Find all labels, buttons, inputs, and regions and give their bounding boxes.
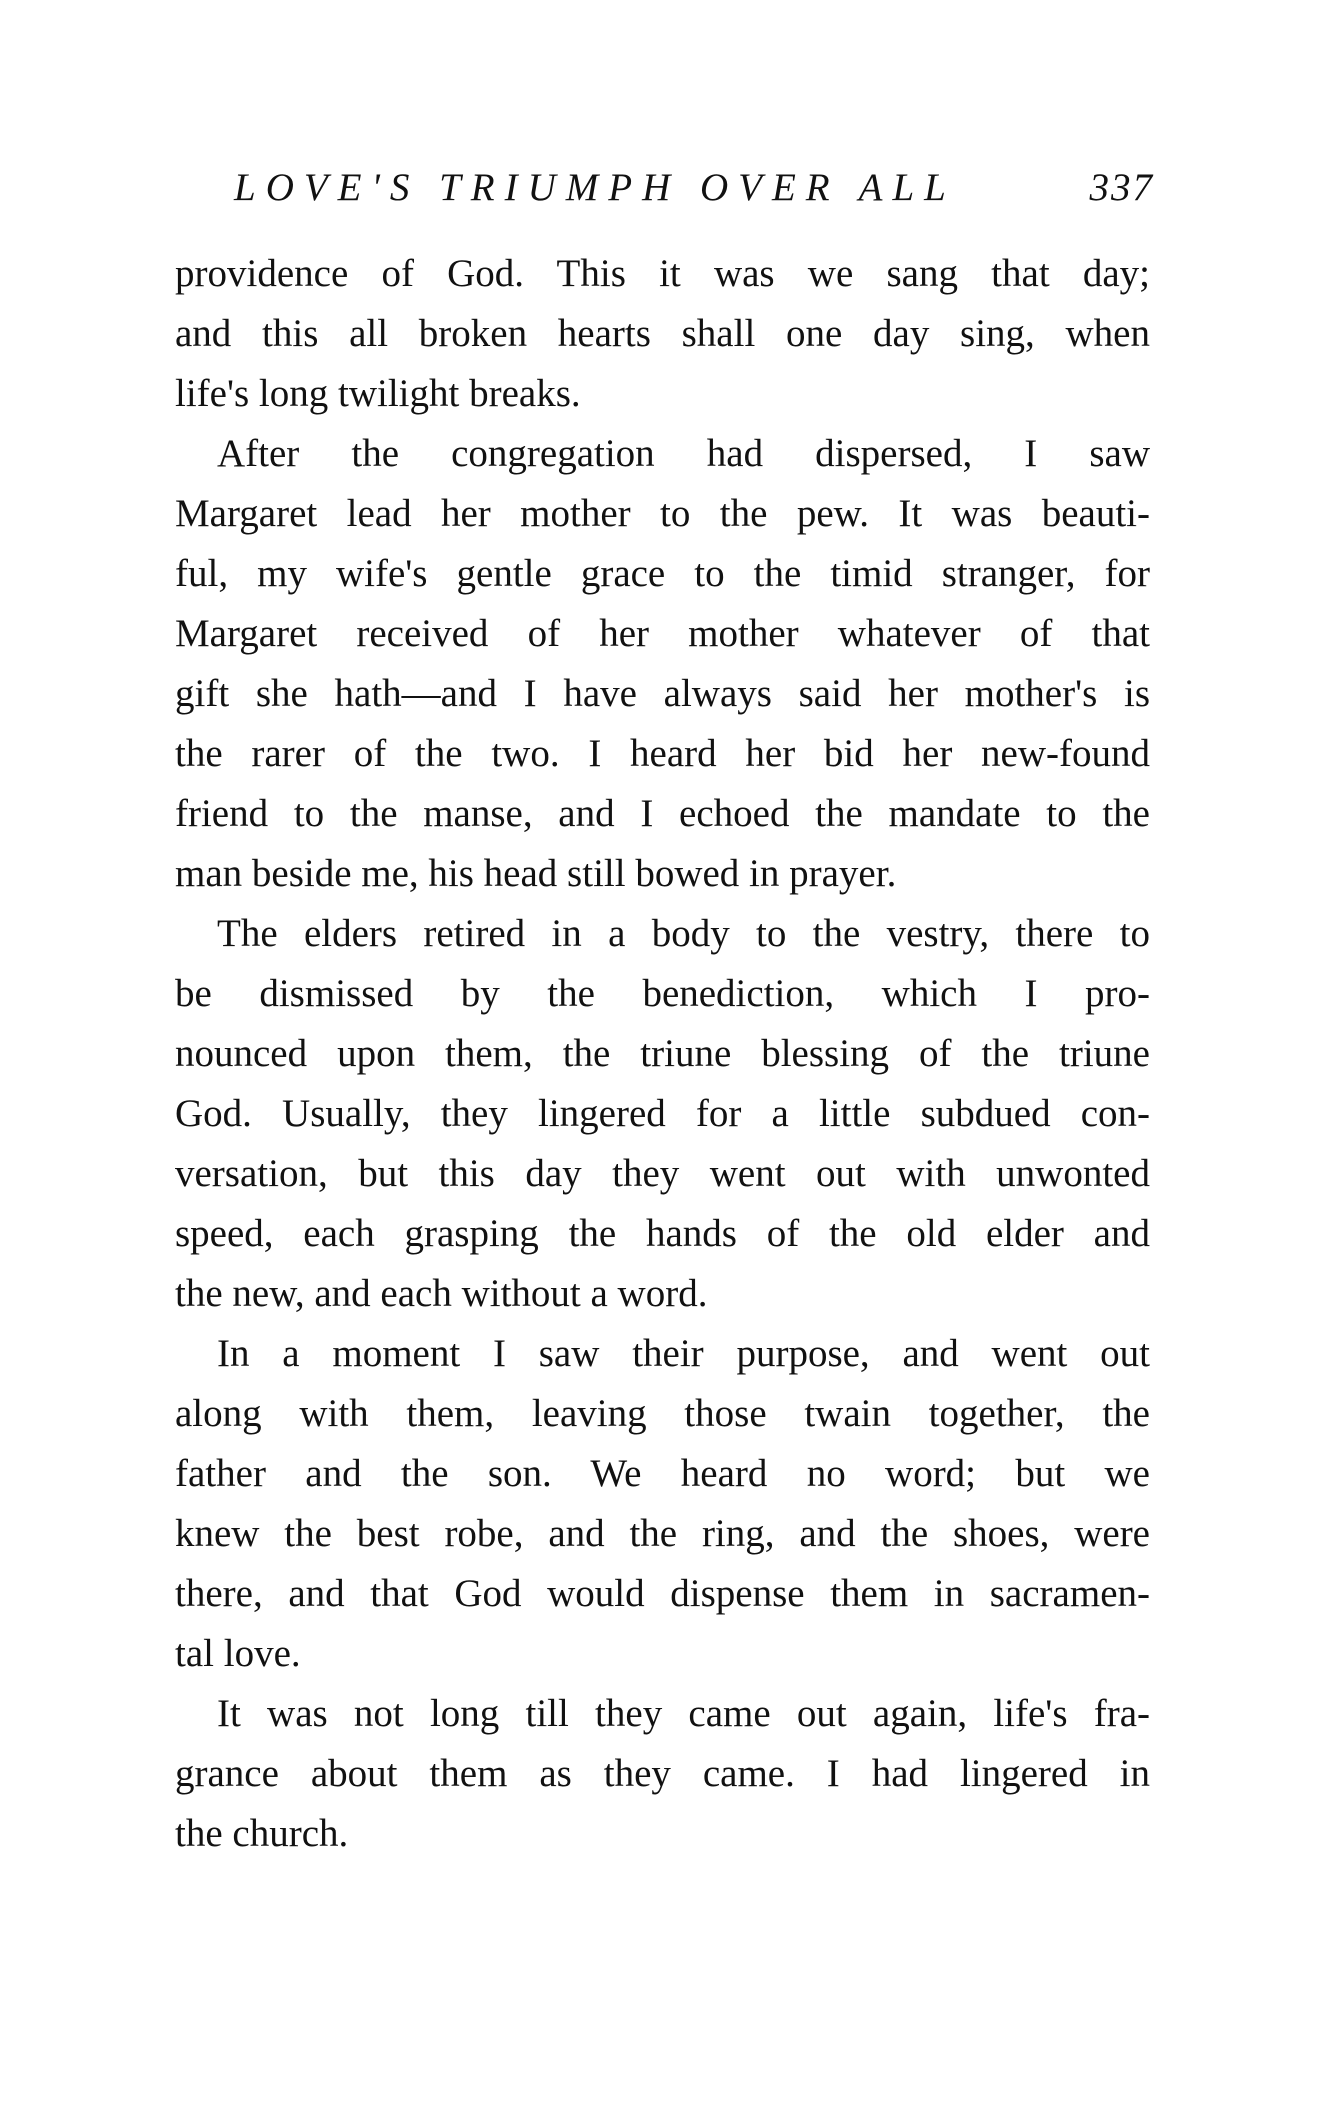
text-line: versation, but this day they went out with unwonted bbox=[175, 1152, 1150, 1195]
body-text bbox=[175, 244, 1150, 1864]
text-line: knew the best robe, and the ring, and the shoes, were bbox=[175, 1512, 1150, 1555]
text-line: nounced upon them, the triune blessing of the triune bbox=[175, 1032, 1150, 1075]
text-line: The elders retired in a body to the vestry, there to bbox=[217, 912, 1150, 955]
paragraph-3 bbox=[175, 904, 1150, 1324]
text-line: After the congregation had dispersed, I saw bbox=[217, 432, 1150, 475]
text-line: man beside me, his head still bowed in prayer. bbox=[175, 852, 897, 895]
text-line: there, and that God would dispense them in sacramen- bbox=[175, 1572, 1150, 1615]
text-line: In a moment I saw their purpose, and went out bbox=[217, 1332, 1150, 1375]
text-line: God. Usually, they lingered for a little subdued con- bbox=[175, 1092, 1150, 1135]
text-line: Margaret received of her mother whatever of that bbox=[175, 612, 1150, 655]
paragraph-4 bbox=[175, 1324, 1150, 1684]
paragraph-1 bbox=[175, 244, 1150, 424]
text-line: the church. bbox=[175, 1812, 349, 1855]
running-head bbox=[234, 160, 1154, 216]
text-line: speed, each grasping the hands of the old elder and bbox=[175, 1212, 1150, 1255]
text-line: life's long twilight breaks. bbox=[175, 372, 581, 415]
text-line: providence of God. This it was we sang that day; bbox=[175, 252, 1150, 295]
text-line: along with them, leaving those twain together, the bbox=[175, 1392, 1150, 1435]
page-number: 337 bbox=[1089, 166, 1154, 209]
text-line: ful, my wife's gentle grace to the timid stranger, for bbox=[175, 552, 1150, 595]
paragraph-5 bbox=[175, 1684, 1150, 1864]
text-line: friend to the manse, and I echoed the mandate to the bbox=[175, 792, 1150, 835]
text-line: the rarer of the two. I heard her bid her new-found bbox=[175, 732, 1150, 775]
text-line: gift she hath—and I have always said her mother's is bbox=[175, 672, 1150, 715]
text-line: and this all broken hearts shall one day sing, when bbox=[175, 312, 1150, 355]
text-line: It was not long till they came out again, life's fra- bbox=[217, 1692, 1150, 1735]
text-line: father and the son. We heard no word; but we bbox=[175, 1452, 1150, 1495]
text-line: Margaret lead her mother to the pew. It was beauti- bbox=[175, 492, 1150, 535]
running-title: LOVE'S TRIUMPH OVER ALL bbox=[234, 166, 956, 209]
text-line: the new, and each without a word. bbox=[175, 1272, 708, 1315]
text-line: be dismissed by the benediction, which I pro- bbox=[175, 972, 1150, 1015]
text-line: tal love. bbox=[175, 1632, 301, 1675]
paragraph-2 bbox=[175, 424, 1150, 904]
text-line: grance about them as they came. I had lingered in bbox=[175, 1752, 1150, 1795]
